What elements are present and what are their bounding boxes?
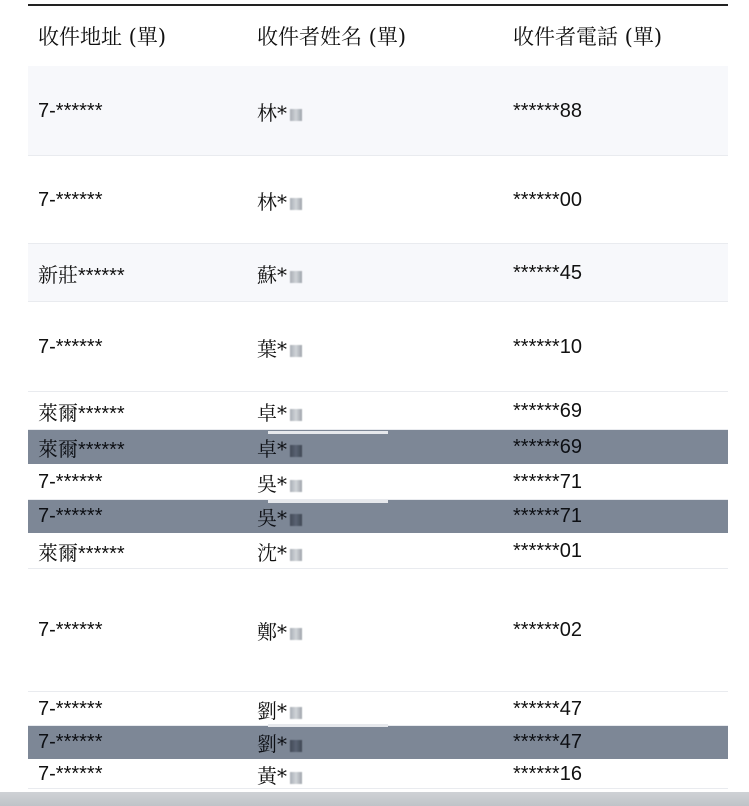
redaction-blur [290, 549, 302, 561]
cell-address: 7-****** [38, 505, 103, 527]
redaction-blur [290, 445, 302, 457]
table-row[interactable] [28, 464, 728, 500]
cell-address: 7-****** [38, 188, 103, 211]
cell-recipient-phone: ******69 [513, 399, 582, 422]
recipient-name-text: 林* [257, 100, 287, 125]
bottom-scrollbar[interactable] [0, 792, 749, 806]
recipient-name-text: 卓* [257, 436, 287, 461]
table-row[interactable] [28, 569, 728, 692]
cell-recipient-name [247, 97, 503, 126]
cell-recipient-phone: ******00 [513, 188, 582, 211]
cell-address: 7-****** [38, 470, 103, 493]
header-recipient-phone[interactable]: 收件者電話 (單) [513, 25, 663, 49]
recipient-name-text: 葉* [257, 336, 287, 361]
redaction-blur [290, 198, 302, 210]
recipient-name-text: 卓* [257, 400, 287, 425]
cell-recipient-name [247, 502, 503, 531]
cell-address: 7-****** [38, 731, 103, 753]
header-address[interactable]: 收件地址 (單) [38, 25, 167, 49]
redaction-blur [290, 409, 302, 421]
scroll-artifact [268, 724, 388, 727]
table-row[interactable] [28, 692, 728, 726]
cell-recipient-name [247, 760, 503, 789]
redaction-blur [290, 271, 302, 283]
recipient-name-text: 蘇* [257, 262, 287, 287]
redaction-blur [290, 628, 302, 640]
cell-recipient-name [247, 728, 503, 757]
redaction-blur [290, 514, 302, 526]
cell-recipient-phone: ******16 [513, 762, 582, 785]
cell-recipient-phone: ******47 [513, 731, 582, 753]
recipient-name-text: 林* [257, 189, 287, 214]
recipient-name-text: 黃* [257, 763, 287, 788]
redaction-blur [290, 480, 302, 492]
cell-recipient-name [247, 186, 503, 215]
cell-recipient-name [247, 616, 503, 645]
cell-recipient-phone: ******88 [513, 99, 582, 122]
redaction-blur [290, 740, 302, 752]
recipient-name-text: 吳* [257, 471, 287, 496]
cell-address: 萊爾****** [38, 438, 125, 461]
recipient-name-text: 劉* [257, 732, 287, 756]
cell-recipient-name [247, 397, 503, 426]
table-row[interactable] [28, 392, 728, 430]
recipient-name-text: 沈* [257, 540, 287, 565]
table-row[interactable] [28, 302, 728, 392]
cell-address: 7-****** [38, 99, 103, 122]
cell-recipient-phone: ******71 [513, 470, 582, 493]
table-row[interactable] [28, 726, 728, 759]
cell-address: 7-****** [38, 697, 103, 720]
header-recipient-name[interactable]: 收件者姓名 (單) [257, 25, 407, 49]
cell-address: 萊爾****** [38, 402, 125, 425]
scroll-artifact [268, 431, 388, 434]
cell-address: 7-****** [38, 335, 103, 358]
cell-address: 萊爾****** [38, 542, 125, 565]
cell-recipient-phone: ******01 [513, 539, 582, 562]
cell-recipient-name [247, 537, 503, 566]
table-row[interactable] [28, 430, 728, 464]
row-divider [28, 788, 728, 789]
cell-recipient-phone: ******45 [513, 261, 582, 284]
cell-recipient-name [247, 259, 503, 288]
cell-address: 7-****** [38, 619, 103, 641]
cell-address: 7-****** [38, 762, 103, 785]
table-row[interactable] [28, 66, 728, 156]
cell-recipient-phone: ******10 [513, 335, 582, 358]
cell-recipient-name [247, 433, 503, 462]
scroll-artifact [268, 500, 388, 503]
table-row[interactable] [28, 244, 728, 302]
table-row[interactable] [28, 500, 728, 533]
table-body [28, 66, 728, 789]
table-row[interactable] [28, 156, 728, 244]
recipient-name-text: 劉* [257, 698, 287, 723]
orders-table [28, 6, 728, 789]
redaction-blur [290, 772, 302, 784]
cell-recipient-name [247, 333, 503, 362]
table-row[interactable] [28, 533, 728, 569]
recipient-name-text: 鄭* [257, 620, 287, 644]
cell-address: 新莊****** [38, 264, 125, 287]
cell-recipient-phone: ******02 [513, 619, 582, 641]
recipient-name-text: 吳* [257, 506, 287, 530]
redaction-blur [290, 707, 302, 719]
cell-recipient-name [247, 468, 503, 497]
cell-recipient-phone: ******47 [513, 697, 582, 720]
cell-recipient-name [247, 695, 503, 724]
cell-recipient-phone: ******71 [513, 505, 582, 527]
table-header-row [28, 6, 728, 66]
table-row[interactable] [28, 759, 728, 789]
redaction-blur [290, 109, 302, 121]
cell-recipient-phone: ******69 [513, 435, 582, 458]
redaction-blur [290, 345, 302, 357]
